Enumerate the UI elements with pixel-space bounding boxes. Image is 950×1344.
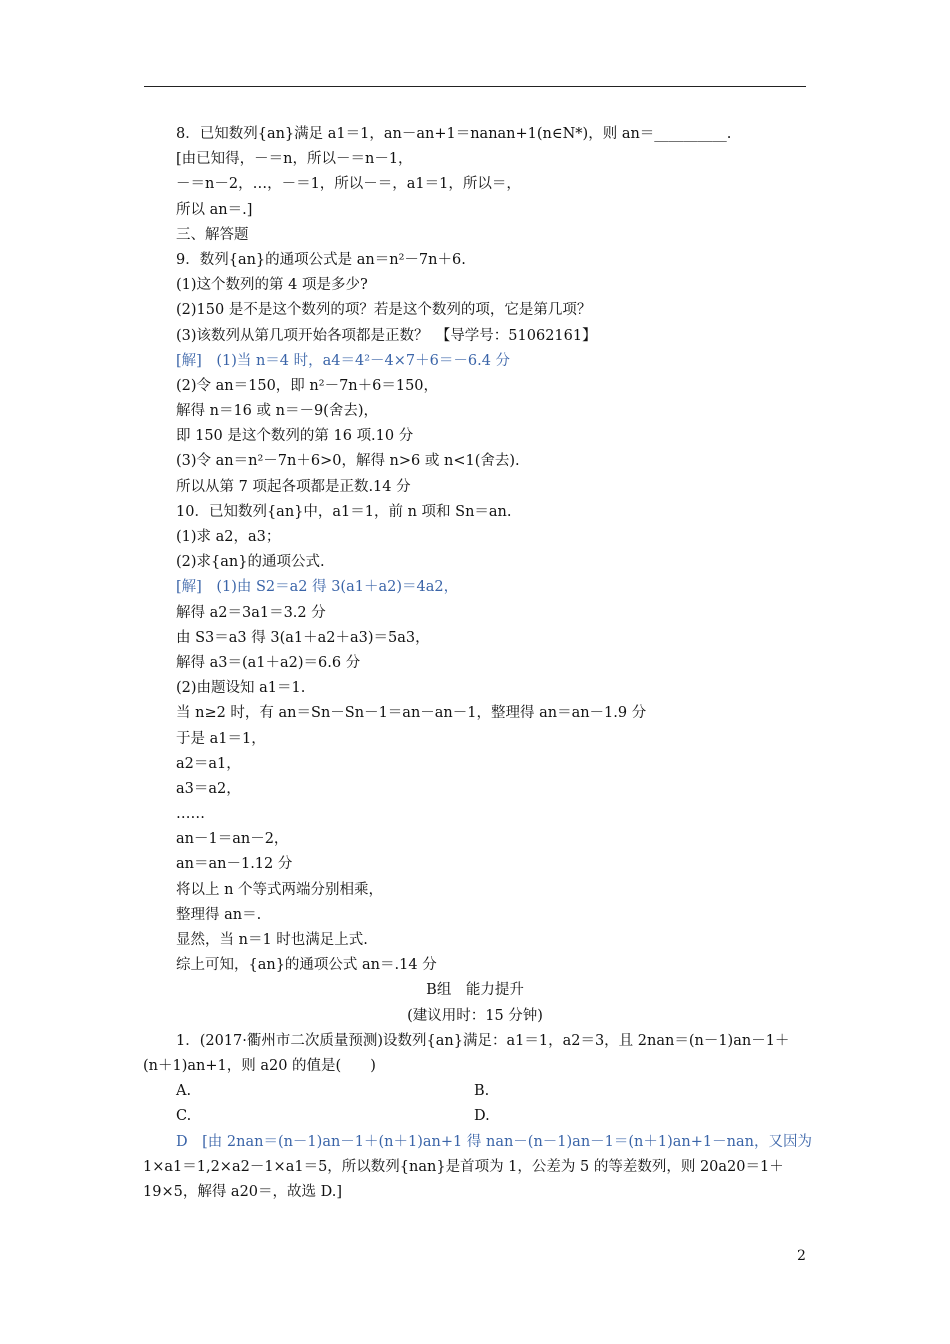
q10-solution-ellipsis: …… bbox=[176, 806, 205, 823]
option-b: B. bbox=[474, 1083, 490, 1100]
b-q1-options-row-2 bbox=[176, 1104, 816, 1129]
q9-stem: 9．数列{an}的通项公式是 an＝n²－7n＋6. bbox=[176, 251, 466, 268]
q10-solution-line-15: 综上可知，{an}的通项公式 an＝.14 分 bbox=[176, 957, 437, 974]
q10-solution-line-3: 由 S3＝a3 得 3(a1＋a2＋a3)＝5a3， bbox=[176, 629, 430, 646]
q10-part-2: (2)求{an}的通项公式. bbox=[176, 554, 325, 571]
q9-solution-line-1: [解] (1)当 n＝4 时，a4＝4²－4×7＋6＝－6.4 分 bbox=[176, 352, 511, 369]
b-q1-solution-line-2: 1×a1＝1,2×a2－1×a1＝5，所以数列{nan}是首项为 1，公差为 5 的等差数列，则 20a20＝1＋ bbox=[143, 1158, 784, 1175]
q8-solution-line-1: [由已知得，－＝n，所以－＝n－1， bbox=[176, 151, 413, 168]
q10-part-1: (1)求 a2，a3； bbox=[176, 529, 281, 545]
q10-solution-line-10: an－1＝an－2， bbox=[176, 831, 289, 848]
q9-part-1: (1)这个数列的第 4 项是多少? bbox=[176, 277, 368, 294]
q10-solution-line-13: 整理得 an＝. bbox=[176, 906, 262, 923]
q9-part-3: (3)该数列从第几项开始各项都是正数？ 【导学号：51062161】 bbox=[176, 327, 597, 344]
option-a: A. bbox=[176, 1083, 192, 1100]
b-q1-stem-line-1: 1．(2017·衢州市二次质量预测)设数列{an}满足：a1＝1，a2＝3，且 2nan＝(n－1)an－1＋ bbox=[176, 1032, 790, 1049]
q10-solution-line-7: 于是 a1＝1， bbox=[176, 730, 266, 747]
page-number: 2 bbox=[797, 1248, 806, 1264]
q8-solution-line-3: 所以 an＝.] bbox=[176, 201, 253, 218]
option-d: D. bbox=[474, 1108, 490, 1125]
section-b-title: B组 能力提升 bbox=[426, 982, 524, 999]
b-q1-solution-line-3: 19×5，解得 a20＝，故选 D.] bbox=[143, 1183, 343, 1200]
b-q1-solution-line-1: D [由 2nan＝(n－1)an－1＋(n＋1)an+1 得 nan－(n－1)an－1＝(n＋1)an+1－nan，又因为 bbox=[176, 1133, 812, 1150]
q10-solution-line-1: [解] (1)由 S2＝a2 得 3(a1＋a2)＝4a2， bbox=[176, 579, 459, 596]
option-c: C. bbox=[176, 1108, 192, 1125]
q10-solution-line-6: 当 n≥2 时，有 an＝Sn－Sn－1＝an－an－1，整理得 an＝an－1.9 分 bbox=[176, 705, 647, 722]
section-b-subtitle: (建议用时：15 分钟) bbox=[407, 1007, 543, 1024]
q10-solution-line-11: an＝an－1.12 分 bbox=[176, 856, 293, 873]
b-q1-stem-line-2: (n＋1)an+1，则 a20 的值是( ) bbox=[143, 1057, 376, 1074]
b-q1-options-row-1 bbox=[176, 1079, 816, 1104]
q10-stem: 10．已知数列{an}中，a1＝1，前 n 项和 Sn＝an. bbox=[176, 503, 512, 520]
q10-solution-line-4: 解得 a3＝(a1＋a2)＝6.6 分 bbox=[176, 654, 361, 671]
q8-stem: 8．已知数列{an}满足 a1＝1，an－an+1＝nanan+1(n∈N*)，则 an＝__________. bbox=[176, 126, 732, 142]
q8-solution-line-2: －＝n－2，…，－＝1，所以－＝，a1＝1，所以＝， bbox=[176, 176, 521, 193]
q9-part-2: (2)150 是不是这个数列的项？若是这个数列的项，它是第几项？ bbox=[176, 302, 592, 319]
q9-solution-line-2: (2)令 an＝150，即 n²－7n＋6＝150， bbox=[176, 377, 439, 394]
q10-solution-line-9: a3＝a2， bbox=[176, 780, 241, 797]
q10-solution-line-8: a2＝a1， bbox=[176, 755, 241, 772]
q10-solution-line-2: 解得 a2＝3a1＝3.2 分 bbox=[176, 604, 326, 621]
q10-solution-line-12: 将以上 n 个等式两端分别相乘， bbox=[176, 881, 384, 898]
header-rule bbox=[144, 86, 806, 87]
q9-solution-line-5: (3)令 an＝n²－7n＋6>0，解得 n>6 或 n<1(舍去). bbox=[176, 453, 520, 470]
page-content bbox=[143, 122, 816, 1205]
q9-solution-line-4: 即 150 是这个数列的第 16 项.10 分 bbox=[176, 428, 414, 445]
q9-solution-line-3: 解得 n＝16 或 n＝－9(舍去)， bbox=[176, 403, 378, 420]
q10-solution-line-14: 显然，当 n＝1 时也满足上式. bbox=[176, 932, 368, 948]
q9-solution-line-6: 所以从第 7 项起各项都是正数.14 分 bbox=[176, 478, 411, 495]
section-heading-answers: 三、解答题 bbox=[176, 226, 249, 243]
q10-solution-line-5: (2)由题设知 a1＝1. bbox=[176, 680, 306, 697]
